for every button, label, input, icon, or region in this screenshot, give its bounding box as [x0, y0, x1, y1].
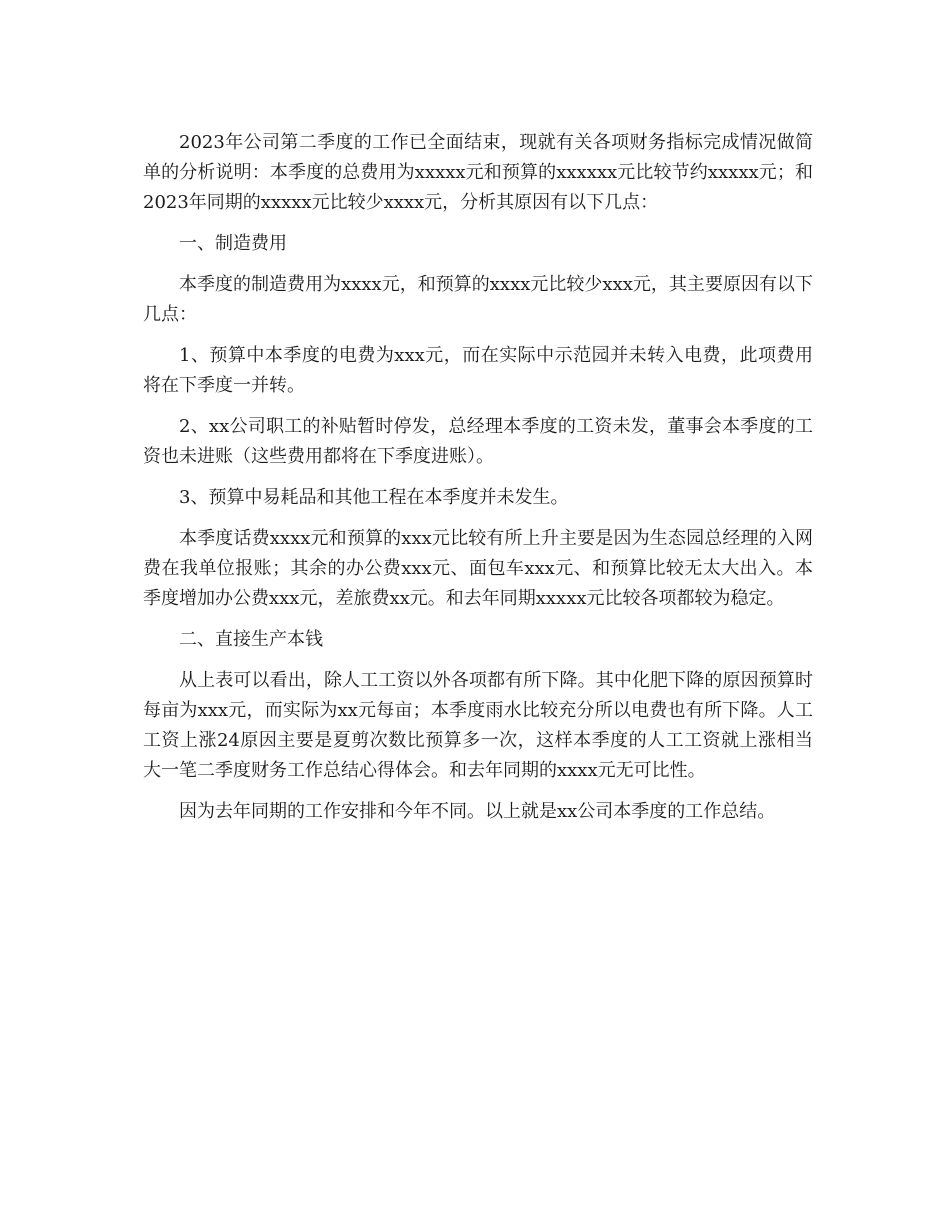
- document-body: [143, 128, 813, 838]
- paragraph-intro: 2023年公司第二季度的工作已全面结束，现就有关各项财务指标完成情况做简单的分析说明：本季度的总费用为xxxxx元和预算的xxxxxx元比较节约xxxxx元；和2023年同期的xxxxx元比较少xxxx元，分析其原因有以下几点：: [143, 132, 813, 213]
- paragraph-conclusion: 因为去年同期的工作安排和今年不同。以上就是xx公司本季度的工作总结。: [179, 801, 776, 822]
- paragraph-phone-costs: 本季度话费xxxx元和预算的xxx元比较有所上升主要是因为生态园总经理的入网费在我单位报账；其余的办公费xxx元、面包车xxx元、和预算比较无太大出入。本季度增加办公费xxx元，差旅费xx元。和去年同期xxxxx元比较各项都较为稳定。: [143, 528, 813, 609]
- paragraph-direct-production-analysis: 从上表可以看出，除人工工资以外各项都有所下降。其中化肥下降的原因预算时每亩为xxx元，而实际为xx元每亩；本季度雨水比较充分所以电费也有所下降。人工工资上涨24原因主要是夏剪次数比预算多一次，这样本季度的人工工资就上涨相当大一笔二季度财务工作总结心得体会。和去年同期的xxxx元无可比性。: [143, 670, 813, 781]
- paragraph-point-1: 1、预算中本季度的电费为xxx元，而在实际中示范园并未转入电费，此项费用将在下季度一并转。: [143, 345, 813, 396]
- section-heading-direct-production-costs: 二、直接生产本钱: [179, 629, 323, 650]
- section-heading-manufacturing-costs: 一、制造费用: [179, 233, 287, 254]
- paragraph-manufacturing-summary: 本季度的制造费用为xxxx元，和预算的xxxx元比较少xxx元，其主要原因有以下几点：: [143, 274, 813, 325]
- paragraph-point-3: 3、预算中易耗品和其他工程在本季度并未发生。: [179, 487, 569, 508]
- paragraph-point-2: 2、xx公司职工的补贴暂时停发，总经理本季度的工资未发，董事会本季度的工资也未进账（这些费用都将在下季度进账）。: [143, 416, 813, 467]
